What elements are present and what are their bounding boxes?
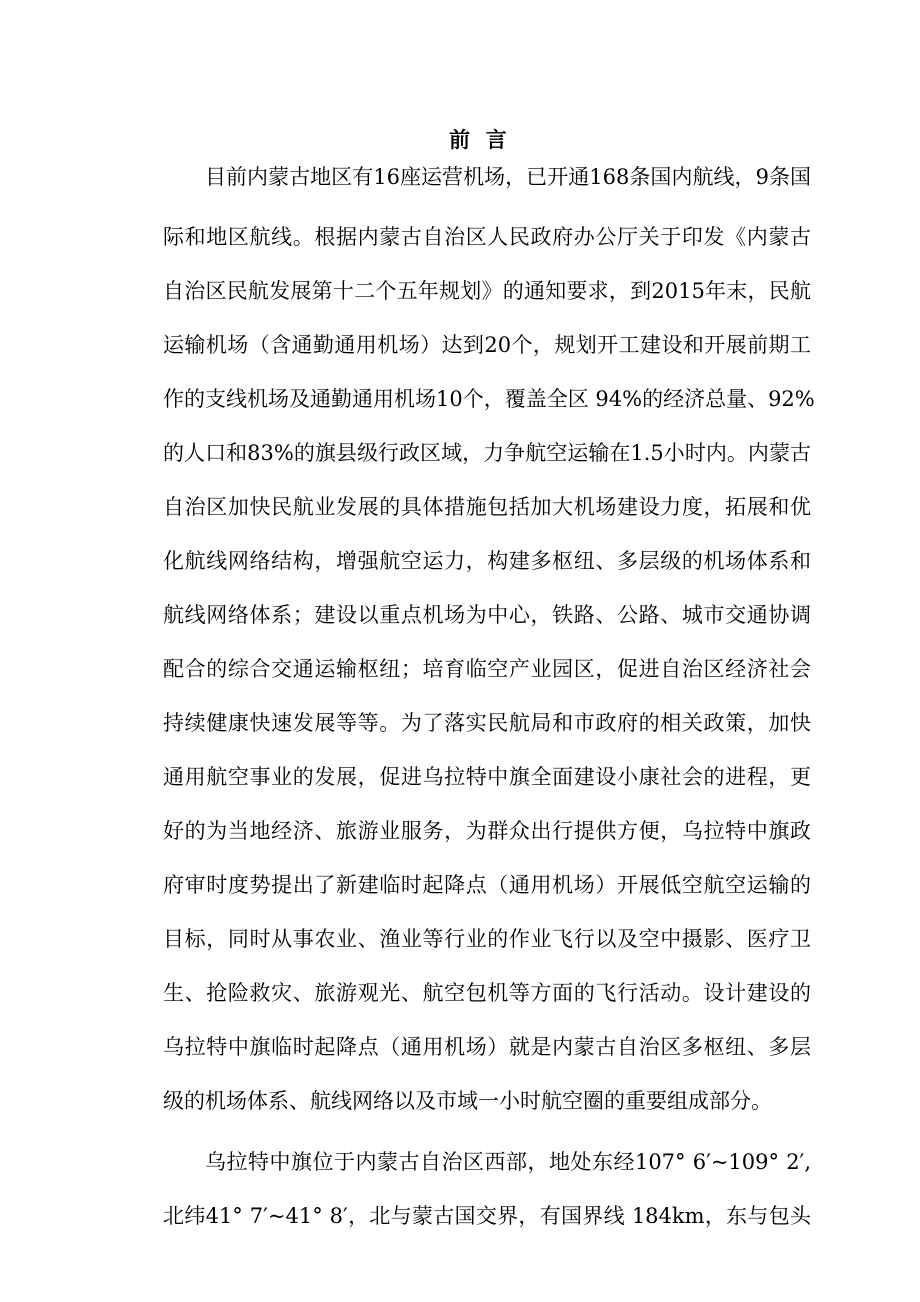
paragraph-1-line-6: 的人口和83%的旗县级行政区域，力争航空运输在1.5小时内。内蒙古 [163, 441, 811, 465]
page-title: 前 言 [449, 127, 511, 152]
paragraph-2-line-1: 乌拉特中旗位于内蒙古自治区西部，地处东经107° 6′~109° 2′, [205, 1150, 811, 1174]
paragraph-1-line-10: 配合的综合交通运输枢纽；培育临空产业园区，促进自治区经济社会 [163, 657, 811, 681]
paragraph-1-line-4: 运输机场（含通勤通用机场）达到20个，规划开工建设和开展前期工 [163, 333, 811, 357]
paragraph-1-line-14: 府审时度势提出了新建临时起降点（通用机场）开展低空航空运输的 [163, 873, 811, 897]
paragraph-1-line-15: 目标，同时从事农业、渔业等行业的作业飞行以及空中摄影、医疗卫 [163, 927, 811, 951]
paragraph-1-line-9: 航线网络体系；建设以重点机场为中心，铁路、公路、城市交通协调 [163, 603, 811, 627]
paragraph-1-line-2: 际和地区航线。根据内蒙古自治区人民政府办公厅关于印发《内蒙古 [163, 225, 811, 249]
paragraph-1-line-16: 生、抢险救灾、旅游观光、航空包机等方面的飞行活动。设计建设的 [163, 981, 811, 1005]
paragraph-1-line-17: 乌拉特中旗临时起降点（通用机场）就是内蒙古自治区多枢纽、多层 [163, 1035, 811, 1059]
paragraph-1-line-7: 自治区加快民航业发展的具体措施包括加大机场建设力度，拓展和优 [163, 495, 811, 519]
paragraph-1-line-18: 级的机场体系、航线网络以及市域一小时航空圈的重要组成部分。 [163, 1089, 772, 1113]
paragraph-1-line-5: 作的支线机场及通勤通用机场10个，覆盖全区 94%的经济总量、92% [163, 387, 815, 411]
paragraph-1-line-13: 好的为当地经济、旅游业服务，为群众出行提供方便，乌拉特中旗政 [163, 819, 811, 843]
paragraph-1-line-1: 目前内蒙古地区有16座运营机场，已开通168条国内航线，9条国 [205, 165, 811, 189]
paragraph-1-line-11: 持续健康快速发展等等。为了落实民航局和市政府的相关政策，加快 [163, 711, 811, 735]
paragraph-2-line-2: 北纬41° 7′~41° 8′，北与蒙古国交界，有国界线 184km，东与包头 [163, 1204, 811, 1228]
paragraph-1-line-8: 化航线网络结构，增强航空运力，构建多枢纽、多层级的机场体系和 [163, 549, 811, 573]
paragraph-1-line-3: 自治区民航发展第十二个五年规划》的通知要求，到2015年末，民航 [163, 279, 811, 303]
paragraph-1-line-12: 通用航空事业的发展，促进乌拉特中旗全面建设小康社会的进程，更 [163, 765, 811, 789]
